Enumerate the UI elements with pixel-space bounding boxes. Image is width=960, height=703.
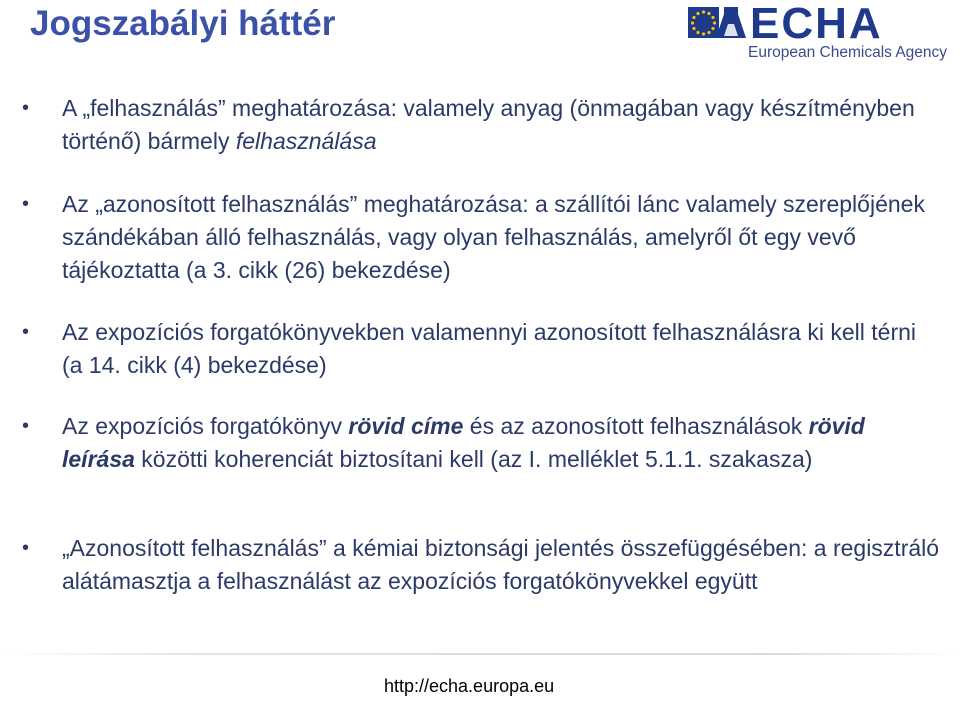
bullet-text-run: A „felhasználás” meghatározása: valamely anyag (önmagában vagy készítményben történő) bármely — [62, 95, 915, 154]
bullet-text-run: „Azonosított felhasználás” a kémiai biztonsági jelentés összefüggésében: a regisztráló alátámasztja a felhasználást az expozíciós forgatókönyvekkel együtt — [62, 535, 940, 594]
bullet-text-run: közötti koherenciát biztosítani kell (az I. melléklet 5.1.1. szakasza) — [134, 446, 813, 472]
bullet-icon: • — [22, 193, 30, 215]
footer-url[interactable]: http://echa.europa.eu — [384, 676, 555, 696]
bullet-text — [62, 188, 942, 287]
logo-agency-name: European Chemicals Agency — [748, 44, 948, 61]
logo-acronym: ECHA — [750, 2, 883, 48]
bullet-icon: • — [22, 415, 30, 437]
bullet-text — [62, 410, 942, 476]
bullet-text-run: és az azonosított felhasználások — [463, 413, 809, 439]
bullet-text-run: Az expozíciós forgatókönyvekben valamennyi azonosított felhasználásra ki kell térni (a 14. cikk (4) bekezdése) — [62, 319, 917, 378]
bullet-text — [62, 92, 942, 158]
bullet-text-run: Az „azonosított felhasználás” meghatározása: a szállítói lánc valamely szereplőjének szándékában álló felhasználás, vagy olyan felhasználás, amelyről őt egy vevő tájékoztatta (a 3. cikk (26) bekezdése) — [62, 191, 925, 283]
bullet-text — [62, 316, 942, 382]
bullet-text-run: rövid leírása — [62, 413, 865, 472]
bullet-icon: • — [22, 97, 30, 119]
footer-divider — [0, 653, 960, 655]
bullet-icon: • — [22, 321, 30, 343]
bullet-icon: • — [22, 537, 30, 559]
bullet-text-run: rövid címe — [348, 413, 464, 439]
bullet-text — [62, 532, 942, 598]
bullet-text-run: felhasználása — [235, 128, 377, 154]
bullet-text-run: Az expozíciós forgatókönyv — [62, 413, 349, 439]
slide-title: Jogszabályi háttér — [30, 4, 336, 43]
